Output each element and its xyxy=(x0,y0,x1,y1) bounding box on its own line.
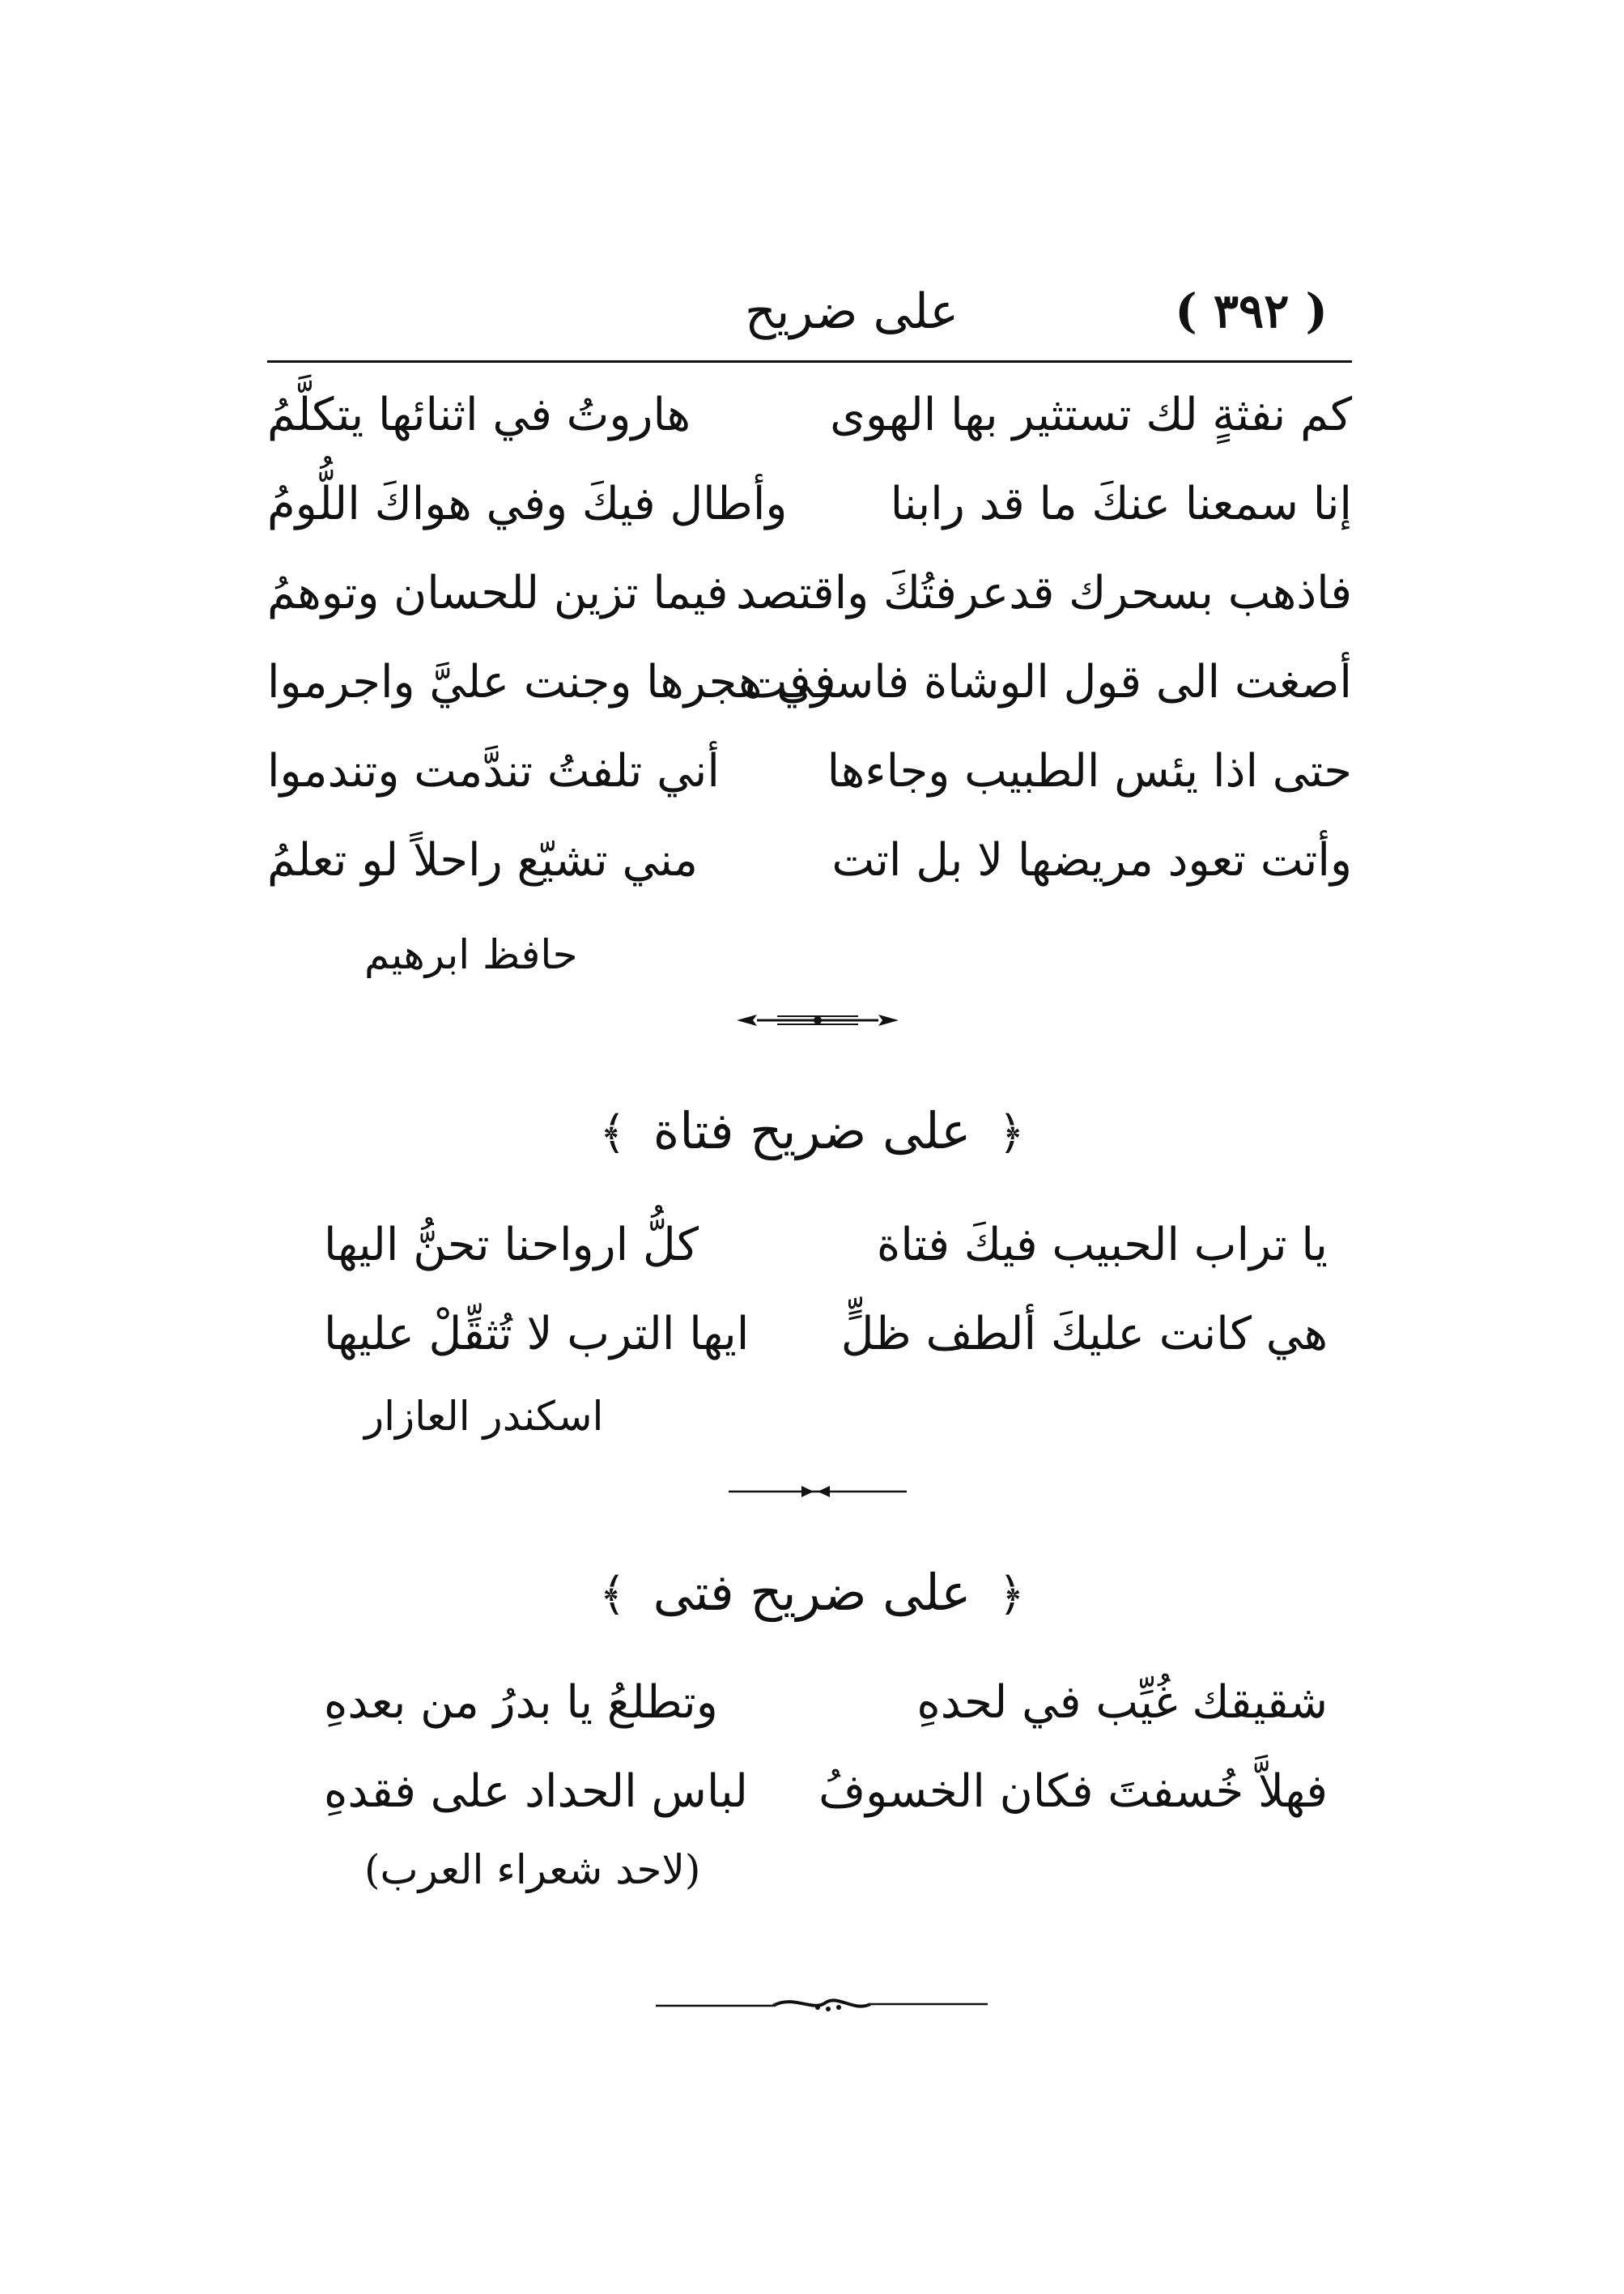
ornate-bracket: ﴿ xyxy=(997,1107,1025,1160)
hemistich-second: أني تلفتُ تندَّمت وتندموا xyxy=(267,745,720,798)
arrow-divider-icon xyxy=(725,1482,911,1501)
running-title: على ضريح xyxy=(745,283,959,340)
section-title-youth xyxy=(0,1563,1624,1622)
verse xyxy=(324,1765,1328,1854)
page-number: ( ٣٩٢ ) xyxy=(1175,283,1328,338)
closing-flourish-icon xyxy=(652,1988,992,2020)
poem-verses xyxy=(324,1676,1328,1871)
verse xyxy=(324,1308,1328,1397)
verse xyxy=(267,478,1352,567)
hemistich-first: فاذهب بسحرك قدعرفتُكَ واقتصد xyxy=(735,567,1352,619)
poem-verses xyxy=(267,381,1352,931)
section-title-text: على ضريح فتى xyxy=(653,1563,971,1622)
verse xyxy=(267,567,1352,656)
hemistich-second: مني تشيّع راحلاً لو تعلمُ xyxy=(267,834,699,887)
poet-attribution: (لاحد شعراء العرب) xyxy=(364,1846,701,1893)
poet-attribution: حافظ ابرهيم xyxy=(364,931,578,978)
section-title-girl xyxy=(0,1101,1624,1160)
section-title-text: على ضريح فتاة xyxy=(653,1101,971,1160)
hemistich-second: في هجرها وجنت عليَّ واجرموا xyxy=(267,656,836,709)
poet-attribution: اسكندر العازار xyxy=(364,1393,604,1440)
hemistich-first: وأتت تعود مريضها لا بل اتت xyxy=(831,834,1352,887)
hemistich-first: إنا سمعنا عنكَ ما قد رابنا xyxy=(890,478,1352,530)
hemistich-second: فيما تزين للحسان وتوهمُ xyxy=(267,567,729,619)
ornament-divider-icon xyxy=(729,1008,907,1032)
hemistich-second: وتطلعُ يا بدرُ من بعدهِ xyxy=(324,1676,718,1729)
page-header xyxy=(340,275,1360,356)
hemistich-second: هاروتُ في اثنائها يتكلَّمُ xyxy=(267,389,691,441)
ornate-bracket: ﴾ xyxy=(599,1568,626,1621)
poem-verses xyxy=(324,1219,1328,1413)
header-rule xyxy=(267,360,1352,363)
hemistich-first: حتى اذا يئس الطبيب وجاءها xyxy=(827,745,1352,798)
hemistich-second: ايها الترب لا تُثقِّلْ عليها xyxy=(324,1308,750,1360)
hemistich-first: هي كانت عليكَ ألطف ظلٍّ xyxy=(840,1308,1328,1360)
verse xyxy=(324,1219,1328,1308)
verse xyxy=(267,745,1352,834)
ornate-bracket: ﴿ xyxy=(998,1568,1025,1621)
hemistich-first: شقيقك غُيِّب في لحدهِ xyxy=(916,1676,1328,1729)
hemistich-first: أصغت الى قول الوشاة فاسرفت xyxy=(744,656,1352,709)
hemistich-first: كم نفثةٍ لك تستثير بها الهوى xyxy=(830,389,1352,441)
verse xyxy=(267,656,1352,745)
ornate-bracket: ﴾ xyxy=(599,1107,627,1160)
verse xyxy=(267,389,1352,478)
hemistich-second: كلُّ ارواحنا تحنُّ اليها xyxy=(324,1219,699,1271)
hemistich-second: وأطال فيكَ وفي هواكَ اللُّومُ xyxy=(267,478,788,530)
hemistich-second: لباس الحداد على فقدهِ xyxy=(324,1765,748,1818)
verse xyxy=(324,1676,1328,1765)
hemistich-first: يا تراب الحبيب فيكَ فتاة xyxy=(876,1219,1328,1271)
verse xyxy=(267,834,1352,923)
hemistich-first: فهلاَّ خُسفتَ فكان الخسوفُ xyxy=(818,1765,1328,1818)
